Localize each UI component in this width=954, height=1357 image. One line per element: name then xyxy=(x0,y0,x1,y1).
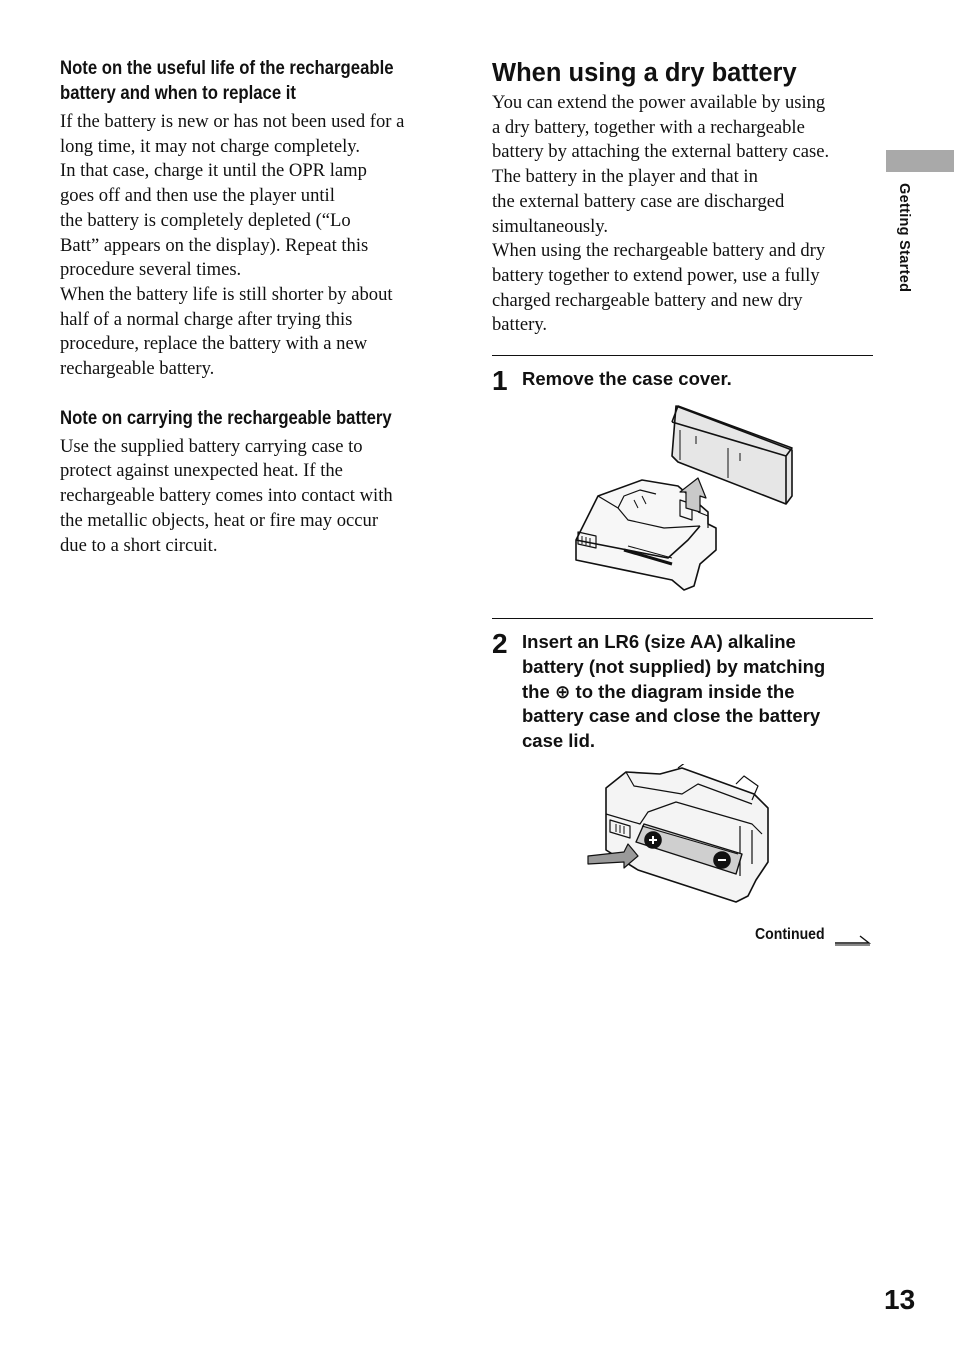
page-number: 13 xyxy=(884,1284,916,1315)
section-title: When using a dry battery xyxy=(492,59,797,87)
continued-arrow-icon xyxy=(834,931,872,947)
step-1-number: 1 xyxy=(492,365,508,396)
right-column xyxy=(492,58,873,958)
battery-insertion-illustration xyxy=(586,764,782,908)
note-useful-life-heading: Note on the useful life of the rechargeable battery and when to replace it xyxy=(60,58,394,104)
step-2-text: Insert an LR6 (size AA) alkaline battery (not supplied) by matching the ⊕ to the diagram inside the battery case and close the battery case lid. xyxy=(522,631,826,752)
continued-label: Continued xyxy=(755,926,825,943)
note-useful-life-body: If the battery is new or has not been used for a long time, it may not charge completely. In that case, charge it until the OPR lamp goes off and then use the player until the battery is completely depleted (“Lo Batt” appears on the display). Repeat this procedure several times. When the battery life is still shorter by about half of a normal charge after trying this procedure, replace the battery with a new rechargeable battery. xyxy=(60,111,405,380)
step-1-text: Remove the case cover. xyxy=(522,368,732,389)
left-column xyxy=(60,56,445,558)
case-cover-removal-illustration xyxy=(568,400,798,592)
step-2-number: 2 xyxy=(492,628,508,659)
step2-divider xyxy=(492,618,873,619)
note-carrying xyxy=(60,406,445,559)
section-tab-marker xyxy=(886,150,954,172)
step1-divider xyxy=(492,355,873,356)
intro-text: You can extend the power available by using a dry battery, together with a rechargeable battery by attaching the external battery case. The battery in the player and that in the external battery case are discharged simultaneously. When using the rechargeable battery and dry battery together to extend power, use a fully charged rechargeable battery and new dry battery. xyxy=(492,92,830,336)
note-carrying-heading: Note on carrying the rechargeable battery xyxy=(60,407,392,429)
note-useful-life xyxy=(60,56,445,382)
note-carrying-body: Use the supplied battery carrying case to protect against unexpected heat. If the rechargeable battery comes into contact with the metallic objects, heat or fire may occur due to a short circuit. xyxy=(60,435,393,556)
section-label: Getting Started xyxy=(896,183,912,293)
